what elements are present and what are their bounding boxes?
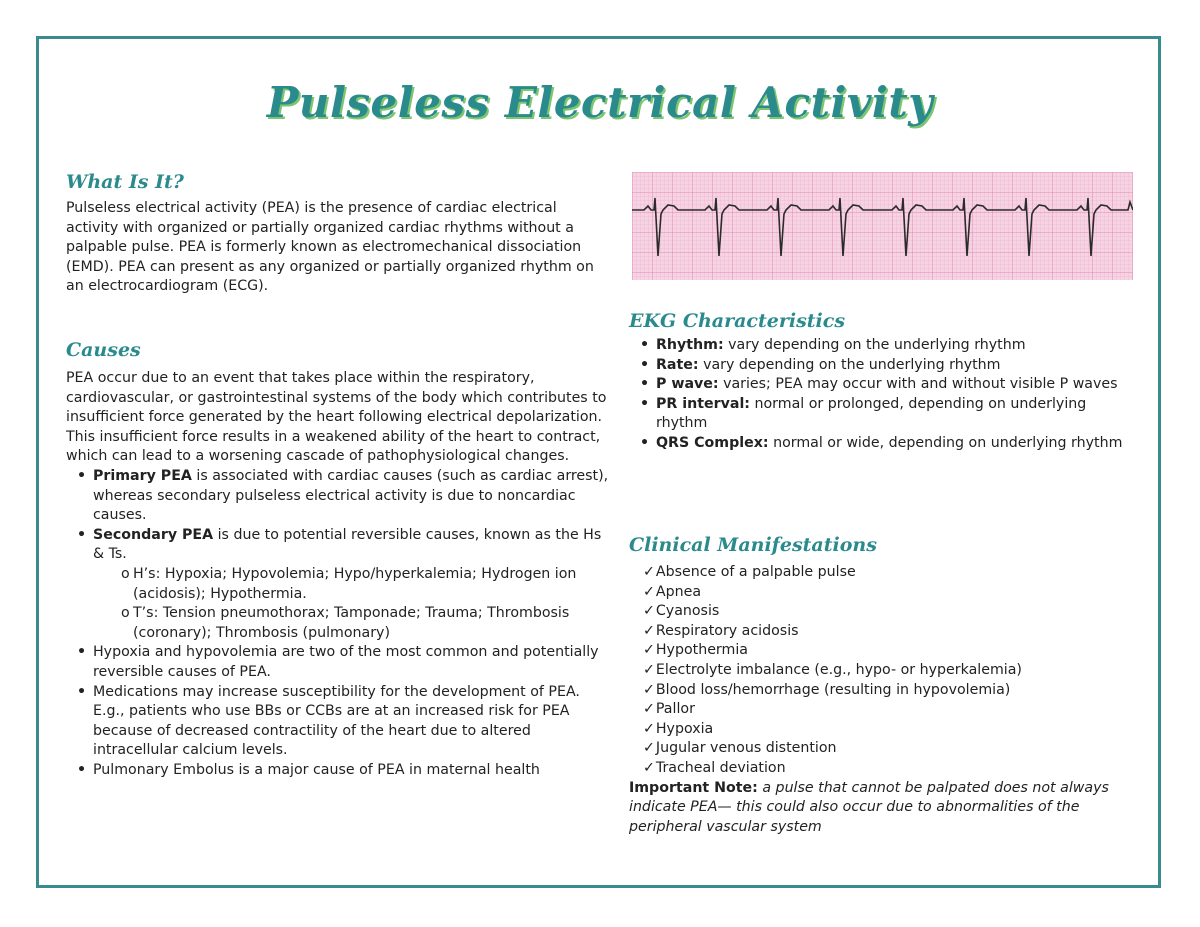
list-item: • Medications may increase susceptibility for the development of PEA. E.g., patients who use BBs or CCBs are at an increased risk for PEA because of decreased contractility of the heart due to altered intracellular calcium levels. — [91, 683, 611, 761]
ecg-grid — [632, 172, 1133, 280]
ecg-strip-image — [632, 172, 1133, 280]
ekg-item-label: P wave: — [656, 376, 719, 393]
ekg-item-label: PR interval: — [656, 395, 750, 412]
ekg-item-label: QRS Complex: — [656, 434, 769, 451]
secondary-pea-text: is due to potential reversible causes, known as the Hs & Ts. — [93, 526, 602, 563]
list-item: ✓ Absence of a palpable pulse — [643, 563, 1129, 583]
list-item — [654, 356, 1129, 376]
causes-section — [66, 369, 611, 780]
list-item — [654, 434, 1129, 454]
list-item — [654, 336, 1129, 356]
list-item: ✓ Tracheal deviation — [643, 759, 1129, 779]
important-note-label: Important Note: — [629, 779, 758, 796]
list-item — [91, 526, 611, 644]
ekg-item-text: normal or prolonged, depending on underlying rhythm — [656, 395, 1087, 432]
list-item — [91, 467, 611, 526]
ekg-section — [629, 336, 1129, 454]
ekg-item-text: normal or wide, depending on underlying rhythm — [768, 434, 1123, 451]
list-item — [654, 375, 1129, 395]
ekg-item-label: Rhythm: — [656, 337, 724, 353]
hs-item: o H’s: Hypoxia; Hypovolemia; Hypo/hyperkalemia; Hydrogen ion (acidosis); Hypothermia. — [133, 565, 611, 604]
list-item: • Hypoxia and hypovolemia are two of the most common and potentially reversible causes of PEA. — [91, 643, 611, 682]
primary-pea-label: Primary PEA — [93, 467, 192, 484]
list-item: ✓ Blood loss/hemorrhage (resulting in hypovolemia) — [643, 681, 1129, 701]
list-item: • Pulmonary Embolus is a major cause of PEA in maternal health — [91, 761, 611, 781]
ekg-item-text: varies; PEA may occur with and without visible P waves — [718, 376, 1118, 393]
ekg-item-text: vary depending on the underlying rhythm — [698, 356, 1001, 373]
list-item: ✓ Cyanosis — [643, 602, 1129, 622]
clinical-heading: Clinical Manifestations — [629, 534, 877, 556]
list-item: ✓ Electrolyte imbalance (e.g., hypo- or hyperkalemia) — [643, 661, 1129, 681]
list-item: ✓ Pallor — [643, 700, 1129, 720]
list-item: ✓ Apnea — [643, 583, 1129, 603]
ts-item: o T’s: Tension pneumothorax; Tamponade; Trauma; Thrombosis (coronary); Thrombosis (pulmonary) — [133, 604, 611, 643]
hs-ts-list — [93, 565, 611, 643]
clinical-section — [629, 563, 1129, 837]
list-item — [654, 395, 1129, 434]
causes-list — [66, 467, 611, 781]
causes-heading: Causes — [66, 339, 141, 361]
what-is-it-text: Pulseless electrical activity (PEA) is the presence of cardiac electrical activity with organized or partially organized cardiac rhythms without a palpable pulse. PEA is formerly known as electromechanical dissociation (EMD). PEA can present as any organized or partially organized rhythm on an electrocardiogram (ECG). — [66, 200, 594, 295]
list-item: ✓ Jugular venous distention — [643, 739, 1129, 759]
what-is-it-section — [66, 199, 611, 297]
primary-pea-text: is associated with cardiac causes (such as cardiac arrest), whereas secondary pulseless electrical activity is due to noncardiac causes. — [93, 467, 609, 524]
ekg-item-text: vary depending on the underlying rhythm — [723, 337, 1026, 353]
list-item: ✓ Hypothermia — [643, 641, 1129, 661]
causes-intro: PEA occur due to an event that takes place within the respiratory, cardiovascular, or gastrointestinal systems of the body which contributes to insufficient force generated by the heart following electrical depolarization. This insufficient force results in a weakened ability of the heart to contract, which can lead to a worsening cascade of pathophysiological changes. — [66, 370, 607, 465]
what-is-it-heading: What Is It? — [66, 171, 184, 193]
ekg-heading: EKG Characteristics — [629, 310, 846, 332]
important-note-text: a pulse that cannot be palpated does not always indicate PEA— this could also occur due to abnormalities of the peripheral vascular system — [629, 779, 1109, 835]
ekg-item-label: Rate: — [656, 356, 699, 373]
secondary-pea-label: Secondary PEA — [93, 526, 214, 543]
page-title: Pulseless Electrical Activity — [266, 78, 934, 127]
important-note — [629, 779, 1129, 838]
clinical-list — [629, 563, 1129, 779]
list-item: ✓ Respiratory acidosis — [643, 622, 1129, 642]
ekg-list — [629, 336, 1129, 454]
list-item: ✓ Hypoxia — [643, 720, 1129, 740]
